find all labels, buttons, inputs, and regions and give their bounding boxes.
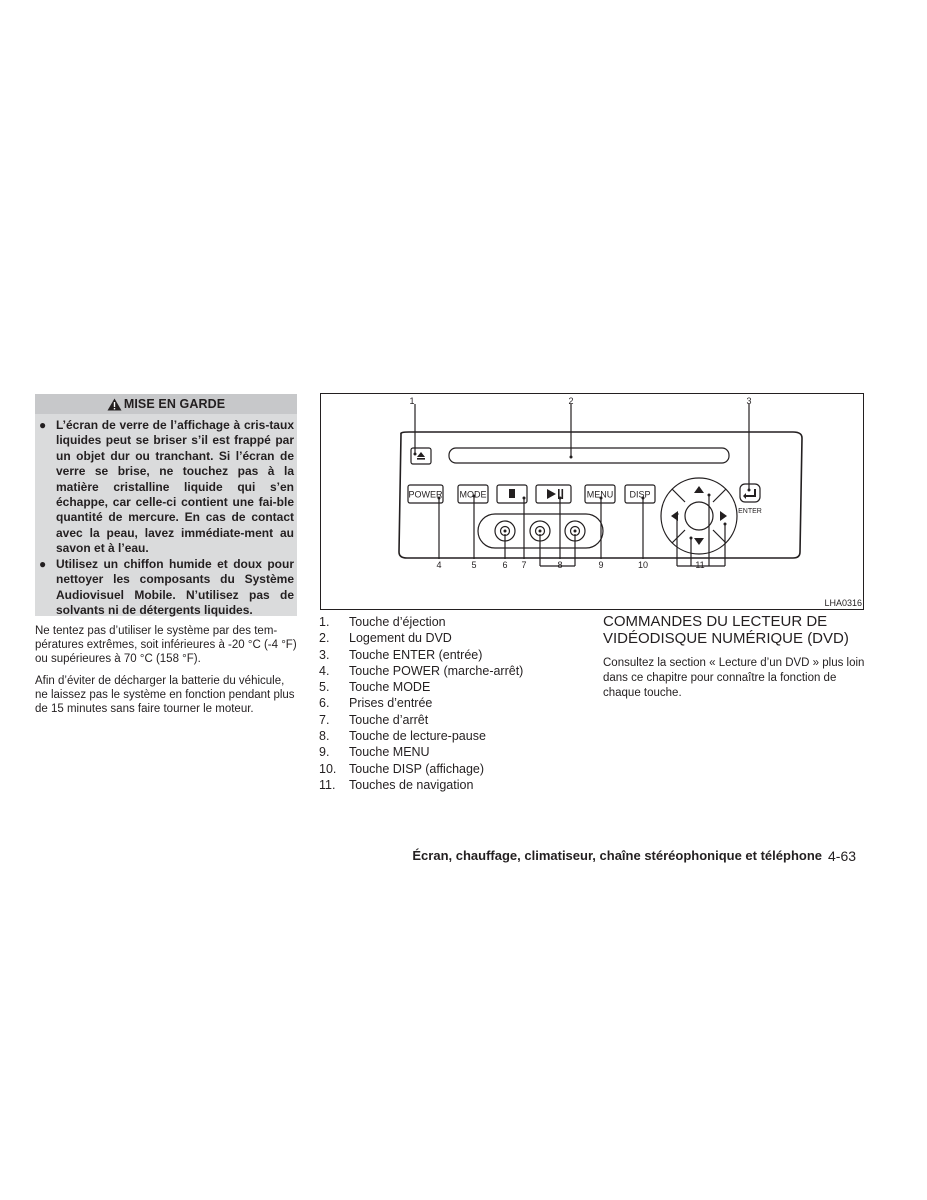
legend-number: 1. (319, 615, 330, 629)
legend-number: 5. (319, 680, 330, 695)
warning-title: MISE EN GARDE (123, 397, 226, 411)
legend-label: Touche d’arrêt (349, 712, 429, 727)
legend-number: 10. (319, 761, 337, 776)
warning-box (35, 394, 297, 616)
bullet-icon: ● (39, 557, 47, 571)
down-arrow-icon (694, 538, 704, 545)
callout-10: 10 (637, 560, 649, 570)
legend-label: Touches de navigation (349, 777, 474, 792)
paragraph-battery: Afin d’éviter de décharger la batterie du véhicule, ne laissez pas le système en fonction pendant plus de 15 minutes sans faire tourner le moteur. (35, 675, 295, 715)
callout-7: 7 (521, 560, 527, 570)
section-heading-line: COMMANDES DU LECTEUR DE (603, 613, 828, 630)
callout-11: 11 (695, 560, 705, 570)
power-button-label: POWER (408, 489, 443, 500)
callout-9: 9 (598, 560, 604, 570)
callout-3: 3 (746, 396, 752, 406)
legend-number: 2. (319, 631, 330, 646)
play-pause-icon (547, 489, 556, 499)
disp-button-label: DISP (629, 489, 651, 500)
warning-triangle-icon (107, 398, 122, 411)
callout-1: 1 (409, 396, 415, 406)
legend-item (319, 679, 579, 695)
legend-number: 4. (319, 663, 330, 678)
callout-6: 6 (502, 560, 508, 570)
section-body: Consultez la section « Lecture d’un DVD » plus loin dans ce chapitre pour connaître la fonction de chaque touche. (603, 657, 865, 699)
footer-chapter-title: Écran, chauffage, climatiseur, chaîne stéréophonique et téléphone (412, 848, 822, 863)
legend-label: Touche d’éjection (349, 615, 446, 629)
callout-4: 4 (436, 560, 442, 570)
callout-8: 8 (557, 560, 563, 570)
legend-label: Touche MENU (349, 745, 430, 760)
right-arrow-icon (720, 511, 727, 521)
legend-item (319, 695, 579, 711)
dvd-slot (449, 448, 729, 463)
enter-button (740, 484, 760, 502)
left-arrow-icon (671, 511, 678, 521)
up-arrow-icon (694, 486, 704, 493)
warning-item (39, 557, 294, 619)
legend-number: 7. (319, 712, 330, 727)
enter-button-label: ENTER (738, 508, 762, 515)
legend-item (319, 614, 579, 630)
bullet-icon: ● (39, 418, 47, 432)
dvd-control-panel-figure (320, 393, 864, 610)
legend-number: 8. (319, 729, 330, 744)
legend-number: 11. (319, 777, 336, 792)
legend-item (319, 728, 579, 744)
dvd-panel-diagram (321, 394, 865, 611)
figure-code: LHA0316 (824, 598, 862, 608)
legend-label: Prises d’entrée (349, 696, 433, 711)
legend-label: Touche POWER (marche-arrêt) (349, 663, 524, 678)
legend-item (319, 761, 579, 777)
page-number: 4-63 (828, 848, 857, 864)
legend-label: Touche DISP (affichage) (349, 761, 485, 776)
warning-item-text: L’écran de verre de l’affichage à cris-taux liquides peut se briser s’il est frappé par un objet dur ou tranchant. Si l’écran de verre se brise, ne touchez pas à la matière cristalline liquide qui s’en échappe, car celle-ci contient une fai-ble quantité de mercure. En cas de contact avec la peau, lavez immédiate-ment au savon et à l’eau. (56, 418, 294, 556)
legend-item (319, 630, 579, 646)
legend-label: Touche MODE (349, 680, 431, 695)
legend-item (319, 777, 579, 793)
legend-number: 9. (319, 745, 330, 760)
figure-legend (319, 614, 579, 793)
warning-item (39, 418, 294, 557)
callout-2: 2 (568, 396, 574, 406)
section-heading (603, 614, 873, 647)
legend-label: Touche de lecture-pause (349, 729, 486, 744)
stop-icon (509, 489, 515, 498)
section-heading-line: VIDÉODISQUE NUMÉRIQUE (DVD) (603, 629, 849, 647)
legend-item (319, 744, 579, 760)
menu-button-label: MENU (586, 489, 614, 500)
legend-label: Touche ENTER (entrée) (349, 647, 483, 662)
legend-item (319, 712, 579, 728)
legend-number: 6. (319, 696, 330, 711)
legend-label: Logement du DVD (349, 631, 452, 646)
legend-item (319, 647, 579, 663)
paragraph-temperature: Ne tentez pas d’utiliser le système par des tem-pératures extrêmes, soit inférieures à -20 °C (-4 °F) ou supérieures à 70 °C (158 °F). (35, 625, 297, 665)
legend-number: 3. (319, 647, 330, 662)
mode-button-label: MODE (459, 489, 487, 500)
legend-item (319, 663, 579, 679)
warning-header (35, 394, 297, 414)
callout-5: 5 (471, 560, 477, 570)
warning-item-text: Utilisez un chiffon humide et doux pour nettoyer les composants du Système Audiovisuel Mobile. N’utilisez pas de solvants ni de détergents liquides. (56, 557, 294, 618)
eject-icon (417, 452, 425, 457)
